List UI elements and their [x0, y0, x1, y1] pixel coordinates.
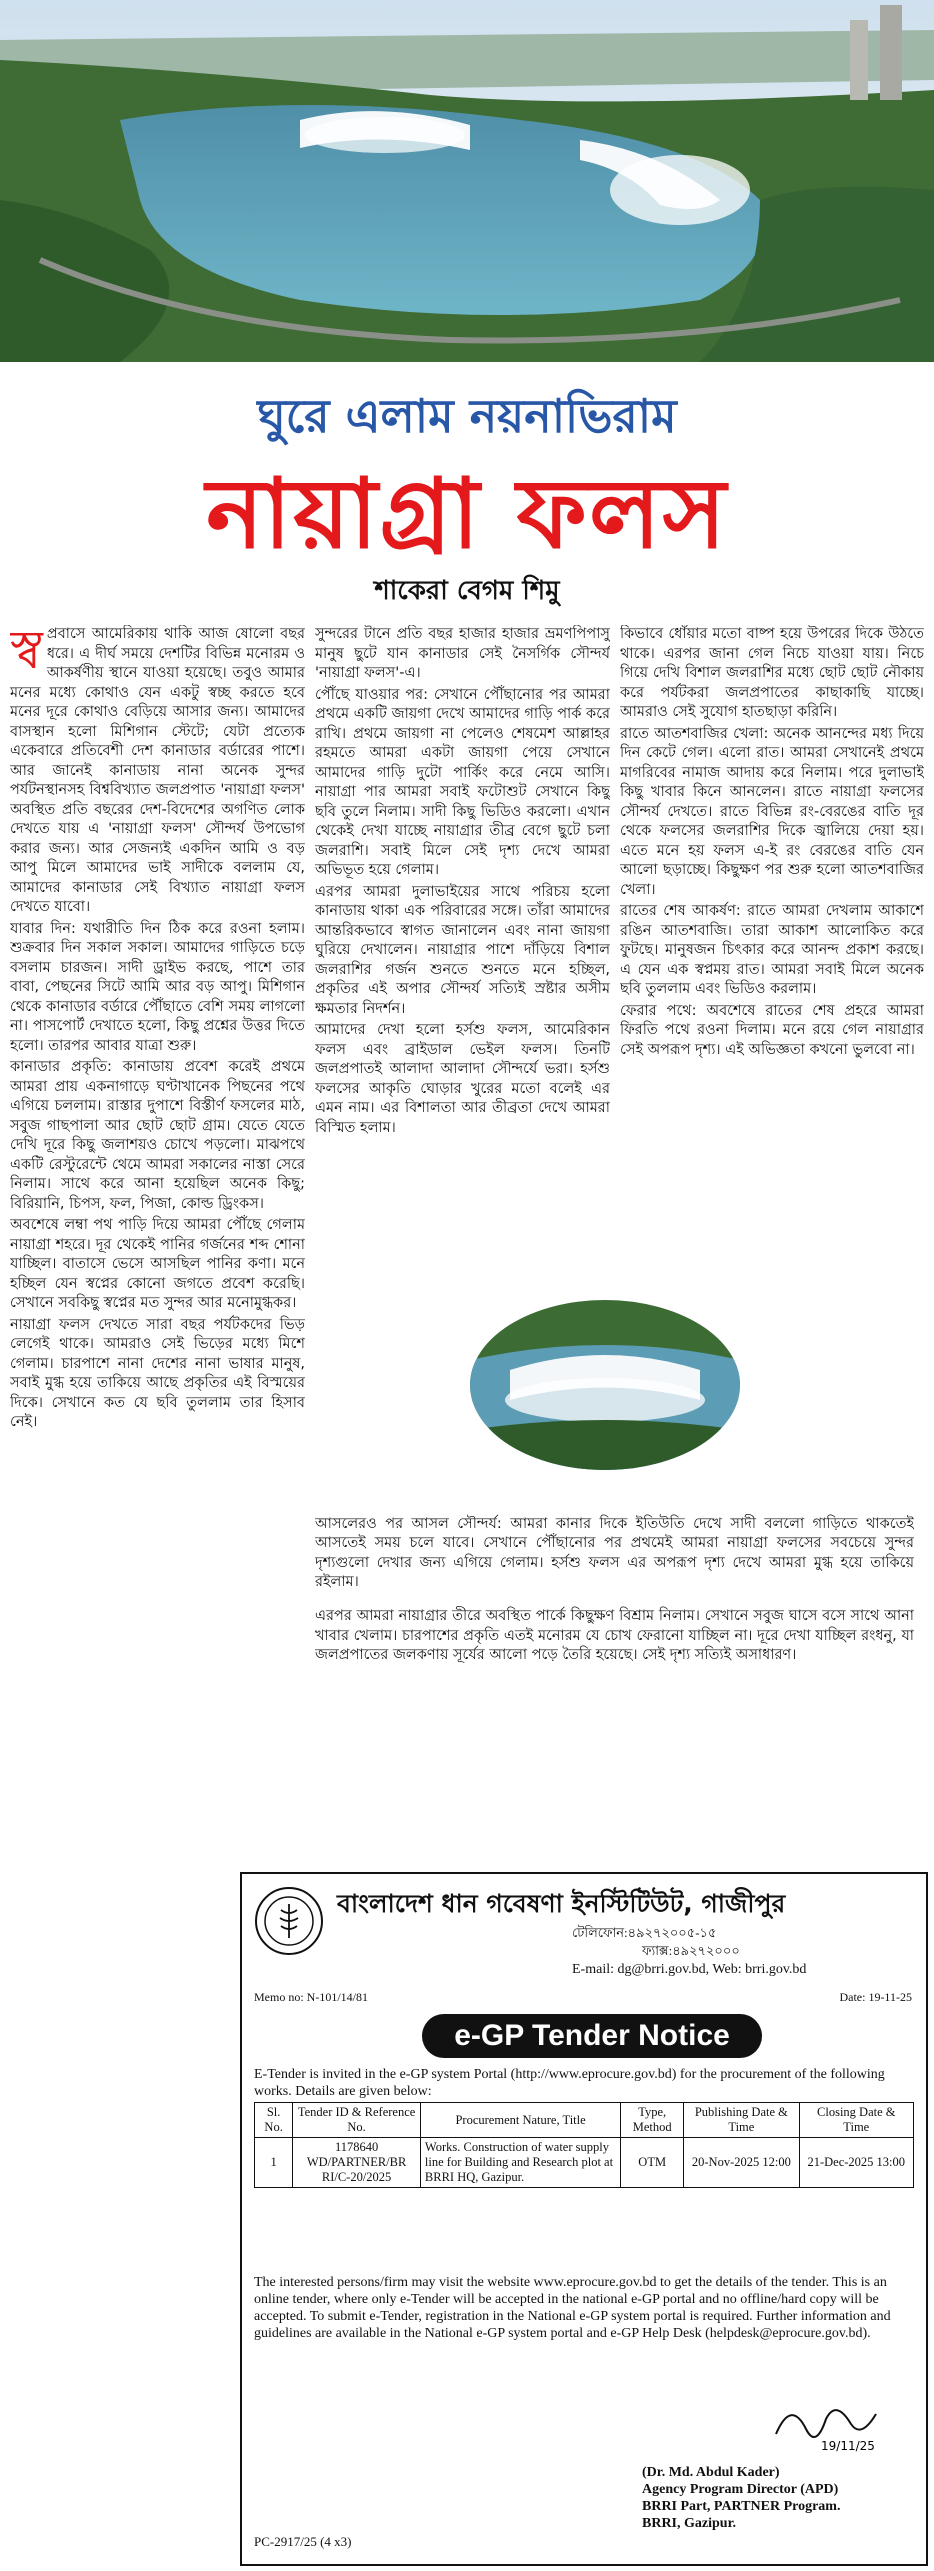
paragraph: কানাডার প্রকৃতি: কানাডায় প্রবেশ করেই প্রথমে আমরা প্রায় একনাগাড়ে ঘণ্টাখানেক পিছনের পথে এগিয়ে চললাম। রাস্তার দুপাশে বিস্তীর্ণ ফসলের মাঠ, সবুজ গাছপালা আর ছোট ছোট গ্রাম। যেতে যেতে দেখি দূরে কিছু জলাশয়ও চোখে পড়লো। মাঝপথে একটি রেস্টুরেন্টে থেমে আমরা সকালের নাস্তা সেরে নিলাম। সাথে করে আনা হয়েছিল অনেক কিছু; বিরিয়ানি, চিপস, ফল, পিজা, কোল্ড ড্রিংকস। [10, 1059, 305, 1212]
hero-photo-niagara [0, 0, 934, 362]
table-cell: 20-Nov-2025 12:00 [684, 2138, 799, 2188]
article-column-2b [315, 1500, 914, 1870]
paragraph: ফেরার পথে: অবশেষে রাতের শেষ প্রহরে আমরা ফিরতি পথে রওনা দিলাম। মনে রয়ে গেল নায়াগ্রার সেই অপরূপ দৃশ্য। এই অভিজ্ঞতা কখনো ভুলবো না। [620, 1002, 924, 1058]
org-fax: ফ্যাক্স:৪৯২৭২০০০ [642, 1943, 740, 1958]
tender-footer-text: The interested persons/firm may visit the website www.eprocure.gov.bd to get the details of the tender. This is an online tender, where only e-Tender will be accepted in the national e-GP portal and no offline/hard copy will be accepted. To submit e-Tender, registration in the National e-GP system portal is required. Further information and guidelines are available in the National e-GP system portal and e-GP Help Desk (helpdesk@eprocure.gov.bd). [254, 2275, 891, 2341]
col-header: Publishing Date & Time [684, 2103, 799, 2138]
officer-name: (Dr. Md. Abdul Kader) [642, 2465, 780, 2480]
officer-title: Agency Program Director (APD) [642, 2482, 839, 2497]
paragraph: নায়াগ্রা ফলস দেখতে সারা বছর পর্যটকদের ভিড় লেগেই থাকে। আমরাও সেই ভিড়ের মধ্যে মিশে গেলাম। চারপাশে নানা দেশের নানা ভাষার মানুষ, সবাই মুগ্ধ হয়ে তাকিয়ে আছে প্রকৃতির এই বিস্ময়ের দিকে। সেখানে কত যে ছবি তুললাম তার হিসাব নেই। [10, 1316, 305, 1430]
paragraph: আসলেরও পর আসল সৌন্দর্য: আমরা কানার দিকে ইতিউতি দেখে সাদী বললো গাড়িতে থাকতেই আসতেই সময় চলে যাবে। সেখানে পৌঁছানোর পর প্রথমেই আমরা নায়াগ্রা ফলসের সবচেয়ে সুন্দর দৃশ্যগুলো দেখার জন্য এগিয়ে গেলাম। হর্সশু ফলস এর অপরূপ দৃশ্য দেখে আমরা মুগ্ধ হয়ে তাকিয়ে রইলাম। [315, 1515, 914, 1590]
dropcap: স্ব [10, 625, 43, 681]
inset-falls-photo [470, 1300, 740, 1470]
table-header-row [255, 2103, 914, 2138]
author-byline: শাকেরা বেগম শিমু [374, 576, 560, 606]
col-header: Sl. No. [255, 2103, 293, 2138]
signature-date: 19/11/25 [821, 2439, 875, 2453]
inset-photo-niagara [470, 1300, 740, 1470]
paragraph: যাবার দিন: যথারীতি দিন ঠিক করে রওনা হলাম। শুক্রবার দিন সকাল সকাল। আমাদের গাড়িতে চড়ে বসলাম চারজন। সাদী ড্রাইভ করছে, পাশে তার বাবা, পেছনের সিটে আমি আর বড় আপু। মিশিগান থেকে কানাডার বর্ডারে পৌঁছাতে বেশি সময় লাগলো না। পাসপোর্ট দেখাতে হলো, কিছু প্রশ্নের উত্তর দিতে হলো। তারপর আবার যাত্রা শুরু। [10, 920, 305, 1054]
paragraph: অবশেষে লম্বা পথ পাড়ি দিয়ে আমরা পৌঁছে গেলাম নায়াগ্রা শহরে। দূর থেকেই পানির গর্জনের শব্দ শোনা যাচ্ছিল। বাতাসে ভেসে আসছিল পানির কণা। মনে হচ্ছিল যেন স্বপ্নের কোনো জগতে প্রবেশ করেছি। সেখানে সবকিছু স্বপ্নের মত সুন্দর আর মনোমুগ্ধকর। [10, 1217, 305, 1311]
col-header: Tender ID & Reference No. [293, 2103, 421, 2138]
memo-number: Memo no: N-101/14/81 [254, 1990, 368, 2004]
org-name: বাংলাদেশ ধান গবেষণা ইনস্টিটিউট, গাজীপুর [337, 1889, 786, 1918]
table-cell: Works. Construction of water supply line for Building and Research plot at BRRI HQ, Gazipur. [420, 2138, 620, 2188]
org-email-web: E-mail: dg@brri.gov.bd, Web: brri.gov.bd [572, 1962, 807, 1977]
org-phone: টেলিফোন:৪৯২৭২০০৫-১৫ [572, 1925, 717, 1940]
paragraph: কিভাবে ধোঁয়ার মতো বাষ্প হয়ে উপরের দিকে উঠতে থাকে। এরপর জানা গেল নিচে যাওয়া যায়। নিচে গিয়ে দেখি বিশাল জলরাশির মধ্যে ছোট ছোট নৌকায় করে পর্যটকরা জলপ্রপাতের কাছাকাছি যাচ্ছে। আমরাও সেই সুযোগ হাতছাড়া করিনি। [620, 626, 924, 720]
table-cell: OTM [621, 2138, 684, 2188]
col-header: Closing Date & Time [799, 2103, 913, 2138]
table-cell: 21-Dec-2025 13:00 [799, 2138, 913, 2188]
paragraph: প্রবাসে আমেরিকায় থাকি আজ ষোলো বছর ধরে। এ দীর্ঘ সময়ে দেশটির বিভিন্ন মনোরম ও আকর্ষণীয় স্থানে যাওয়া হয়েছে। তবুও আমার মনের মধ্যে কোথাও যেন একটু স্বচ্ছ করতে হবে মনের দূরে কোথাও বেড়িয়ে আসার জন্য। আমাদের বাসস্থান হলো মিশিগান স্টেটে; যেটা প্রত্যেক একেবারে প্রতিবেশী দেশ কানাডার বর্ডারের পাশে। আর জানেই কানাডায় নানা অনেক সুন্দর পর্যটনস্থানসহ বিশ্ববিখ্যাত জলপ্রপাত 'নায়াগ্রা ফলস' অবস্থিত প্রতি বছরের দেশ-বিদেশের অগণিত লোক দেখতে যায় এ 'নায়াগ্রা ফলস' সৌন্দর্য উপভোগ করার জন্য। আর সেজন্যই একদিন আমি ও বড় আপু মিলে আমাদের ভাই সাদীকে বললাম যে, আমাদের কানাডার সেই বিখ্যাত নায়াগ্রা ফলস দেখতে যাবো। [10, 626, 305, 915]
col-header: Type, Method [621, 2103, 684, 2138]
table-row [255, 2138, 914, 2188]
notice-date: Date: 19-11-25 [839, 1990, 912, 2004]
tender-heading: e-GP Tender Notice [422, 2014, 762, 2058]
paragraph: আমাদের দেখা হলো হর্সশু ফলস, আমেরিকান ফলস এবং ব্রাইডাল ভেইল ফলস। তিনটি জলপ্রপাতই আলাদা আলাদা সৌন্দর্যে ভরা। হর্সশু ফলসের আকৃতি ঘোড়ার খুরের মতো বলেই এর এমন নাম। এর বিশালতা আর তীব্রতা দেখে আমরা বিস্মিত হলাম। [315, 1022, 610, 1136]
signature [766, 2394, 886, 2454]
pc-number: PC-2917/25 (4 x3) [254, 2534, 352, 2549]
paragraph: এরপর আমরা দুলাভাইয়ের সাথে পরিচয় হলো কানাডায় থাকা এক পরিবারের সঙ্গে। তাঁরা আমাদের আন্তরিকভাবে স্বাগত জানালেন এবং নানা জায়গা ঘুরিয়ে দেখালেন। নায়াগ্রার পাশে দাঁড়িয়ে বিশাল জলরাশির গর্জন শুনতে শুনতে মনে হচ্ছিল, প্রকৃতির এই অপার সৌন্দর্য সত্যিই স্রষ্টার অসীম ক্ষমতার নিদর্শন। [315, 883, 610, 1017]
niagara-falls-photo [0, 0, 934, 362]
tender-intro: E-Tender is invited in the e-GP system Portal (http://www.eprocure.gov.bd) for the procurement of the following works. Details are given below: [254, 2067, 885, 2099]
paragraph: রাতে আতশবাজির খেলা: অনেক আনন্দের মধ্য দিয়ে দিন কেটে গেল। এলো রাত। আমরা সেখানেই প্রথমে মাগরিবের নামাজ আদায় করে নিলাম। পরে দুলাভাই কিছু খাবার কিনে আনলেন। রাতে নায়াগ্রা ফলসের সৌন্দর্য দেখতে। রাতে বিভিন্ন রং-বেরঙের বাতি দূর থেকে ফলসের জলরাশির দিকে জ্বালিয়ে দেয়া হয়। এতে মনে হয় ফলস এ-ই রং বেরঙের বাতি যেন আলো ছড়াচ্ছে। কিছুক্ষণ পর শুরু হলো আতশবাজির খেলা। [620, 725, 924, 898]
table-cell: 1178640 WD/PARTNER/BR RI/C-20/2025 [293, 2138, 421, 2188]
officer-title: BRRI Part, PARTNER Program. [642, 2499, 841, 2514]
tender-table [254, 2102, 914, 2188]
table-cell: 1 [255, 2138, 293, 2188]
article-title-line1: ঘুরে এলাম নয়নাভিরাম [257, 389, 677, 443]
paragraph: এরপর আমরা নায়াগ্রার তীরে অবস্থিত পার্কে কিছুক্ষণ বিশ্রাম নিলাম। সেখানে সবুজ ঘাসে বসে সাথে আনা খাবার খেলাম। চারপাশের প্রকৃতি এতই মনোরম যে চোখ ফেরানো যাচ্ছিল না। দূরে দেখা যাচ্ছিল রংধনু, যা জলপ্রপাতের জলকণায় সূর্যের আলো পড়ে তৈরি হয়েছে। সেই দৃশ্য সত্যিই অসাধারণ। [315, 1608, 914, 1663]
brri-logo-icon [254, 1886, 324, 1956]
article-title-line2: নায়াগ্রা ফলস [206, 457, 728, 570]
paragraph: সুন্দরের টানে প্রতি বছর হাজার হাজার ভ্রমণপিপাসু মানুষ ছুটে যান কানাডার সেই নৈসর্গিক সৌন্দর্য 'নায়াগ্রা ফলস'-এ। [315, 626, 610, 681]
officer-title: BRRI, Gazipur. [642, 2516, 737, 2531]
tender-notice-box [240, 1872, 928, 2566]
paragraph: রাতের শেষ আকর্ষণ: রাতে আমরা দেখলাম আকাশে রঙিন আতশবাজি। তারা আকাশ আলোকিত করে ফুটছে। মানুষজন চিৎকার করে আনন্দ প্রকাশ করছে। এ যেন এক স্বপ্নময় রাত। আমরা সবাই মিলে অনেক ছবি তুললাম এবং ভিডিও করলাম। [620, 903, 924, 997]
officer-block [642, 2464, 912, 2532]
paragraph: পৌঁছে যাওয়ার পর: সেখানে পৌঁছানোর পর আমরা প্রথমে একটি জায়গা দেখে আমাদের গাড়ি পার্ক করে রাখি। প্রথমে জায়গা না পেলেও শেষমেশ আল্লাহর রহমতে আমরা একটা জায়গা পেয়ে সেখানে আমাদের গাড়ি দুটো পার্কিং করে নেমে আসি। নায়াগ্রা পার আমরা সবাই ফটোশুট সেখানে কিছু ছবি তুলে নিলাম। সাদী কিছু ভিডিও করলো। এখান থেকেই দেখা যাচ্ছে নায়াগ্রার তীব্র বেগে ছুটে চলা জলরাশি। সবাই মিলে সেই দৃশ্য দেখে আমরা অভিভূত হয়ে গেলাম। [315, 686, 610, 878]
col-header: Procurement Nature, Title [420, 2103, 620, 2138]
